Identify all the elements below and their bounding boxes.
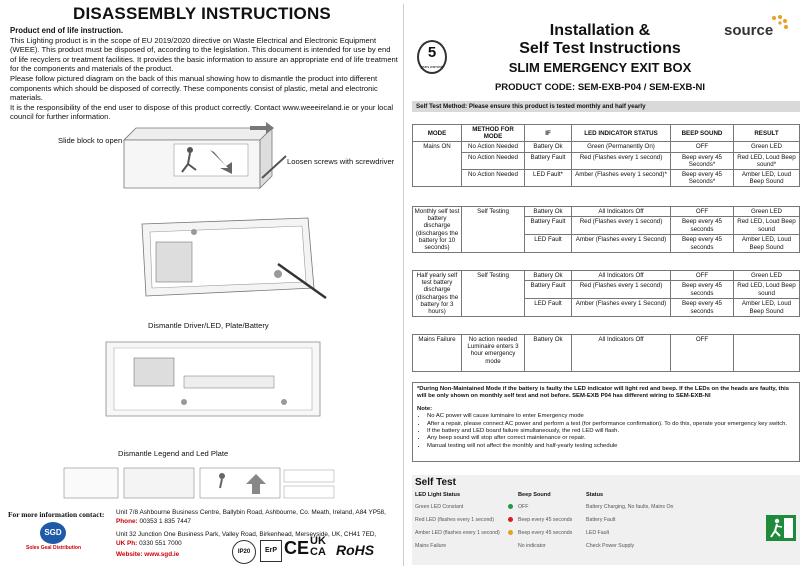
cell: Beep every 45 seconds — [671, 235, 734, 253]
st-status-3: Check Power Supply — [586, 543, 635, 549]
list-item: • After a repair, please connect AC power and perform a test (for performance confirmation). To do this, operate your emergency key switch. — [427, 421, 795, 428]
rohs-mark: RoHS — [336, 542, 375, 558]
list-item: • No AC power will cause luminaire to enter Emergency mode — [427, 413, 795, 420]
cell: Green (Permanently On) — [572, 142, 671, 152]
st-header-led: LED Light Status — [415, 492, 461, 498]
cell: Battery Ok — [525, 335, 572, 372]
cell: Amber LED, Loud Beep Sound — [734, 299, 800, 317]
mode-cell: Mains ON — [413, 142, 462, 187]
title-installation: Installation & — [549, 22, 651, 39]
legend-plate-figure — [60, 464, 340, 504]
note-box — [412, 382, 800, 462]
cell: LED Fault* — [525, 170, 572, 187]
green-dot-icon — [508, 504, 513, 509]
cell: Beep every 45 seconds — [671, 217, 734, 235]
cell: LED Fault — [525, 235, 572, 253]
warranty-text: years warranty — [420, 65, 444, 69]
address-ireland: Unit 7/8 Ashbourne Business Centre, Ballybin Road, Ashbourne, Co. Meath, Ireland, A84 YP58, — [116, 509, 386, 516]
label-dismantle-driver: Dismantle Driver/LED, Plate/Battery — [148, 321, 269, 330]
cell: Red (Flashes every 1 second) — [572, 281, 671, 299]
open-box-figure — [128, 212, 328, 308]
cell: Amber LED, Loud Beep Sound — [734, 170, 800, 187]
header-led-status: LED INDICATOR STATUS — [572, 125, 671, 142]
cell: Beep every 45 seconds — [671, 281, 734, 299]
table-row — [413, 170, 800, 187]
cell: Green LED — [734, 142, 800, 152]
label-dismantle-legend: Dismantle Legend and Led Plate — [118, 449, 229, 458]
cell: Amber (Flashes every 1 Second) — [572, 235, 671, 253]
phone-number[interactable]: 00353 1 835 7447 — [139, 518, 191, 526]
uk-phone-number[interactable]: 0330 551 7000 — [139, 539, 182, 547]
cell: Battery Ok — [525, 142, 572, 152]
cell: OFF — [671, 207, 734, 217]
st-status-0: Battery Charging, No faults, Mains On — [586, 504, 674, 510]
mode-cell: Mains Failure — [413, 335, 462, 372]
phone-label: Phone: — [116, 518, 138, 526]
table-row — [413, 142, 800, 152]
exploded-driver-figure — [104, 336, 324, 420]
note-title: Note: — [417, 405, 433, 412]
contact-title: For more information contact: — [8, 510, 105, 519]
sgd-subtitle: Soles Geal Distribution — [26, 545, 82, 551]
exit-box-figure — [110, 118, 280, 196]
table-row — [413, 335, 800, 372]
self-test-title: Self Test — [415, 477, 456, 488]
header-beep: BEEP SOUND — [671, 125, 734, 142]
list-item: • Manual testing will not affect the monthly and half-yearly testing schedule — [427, 443, 795, 450]
st-beep-1: Beep every 45 seconds — [518, 517, 573, 523]
st-led-0: Green LED Constant — [415, 504, 464, 510]
cell: Battery Fault — [525, 281, 572, 299]
label-slide-block: Slide block to open — [58, 136, 123, 145]
page-divider — [403, 4, 404, 566]
method-bar: Self Test Method: Please ensure this product is tested monthly and half yearly — [412, 101, 800, 112]
sgd-logo: SGD — [40, 522, 66, 544]
st-status-1: Battery Fault — [586, 517, 616, 523]
cell: No Action Needed — [462, 170, 525, 187]
cell: Battery Fault — [525, 217, 572, 235]
disassembly-title: DISASSEMBLY INSTRUCTIONS — [73, 4, 331, 23]
warranty-badge — [417, 40, 447, 74]
title-product: SLIM EMERGENCY EXIT BOX — [508, 60, 692, 75]
st-led-2: Amber LED (flashes every 1 second) — [415, 530, 500, 536]
ip20-badge: IP20 — [232, 540, 256, 564]
cell: No Action Needed — [462, 142, 525, 152]
cell: Green LED — [734, 271, 800, 281]
cell: Red LED, Loud Beep sound — [734, 281, 800, 299]
note-bold: *During Non-Maintained Mode if the battery is faulty the LED indicator will light red and beep. If the LEDs on the heads are faulty, this will be only shown on monthly self test and not before. SEM-EXB P04 has different wiring to SEM-EXB-NI — [417, 386, 790, 400]
product-code: PRODUCT CODE: SEM-EXB-P04 / SEM-EXB-NI — [494, 82, 706, 93]
header-method: METHOD FOR MODE — [462, 125, 525, 142]
screwdriver-icon — [260, 152, 290, 182]
st-beep-3: No indicator — [518, 543, 546, 549]
product-end-title: Product end of life instruction. — [10, 26, 124, 35]
mode-cell: Monthly self test battery discharge (discharges the battery for 10 seconds) — [413, 207, 462, 253]
cell: Beep every 45 seconds — [671, 299, 734, 317]
ce-mark: CE — [284, 538, 310, 558]
cell: No Action Needed — [462, 152, 525, 169]
cell — [734, 335, 800, 372]
halfyearly-table — [412, 270, 800, 317]
cell: All Indicators Off — [572, 271, 671, 281]
header-result: RESULT — [734, 125, 800, 142]
amber-dot-icon — [508, 530, 513, 535]
product-end-section — [10, 26, 398, 122]
st-led-1: Red LED (flashes every 1 second) — [415, 517, 495, 523]
website-link[interactable]: www.sgd.ie — [144, 551, 180, 559]
website-label: Website: — [116, 551, 143, 559]
method-cell: Self Testing — [462, 207, 525, 253]
red-dot-icon — [508, 517, 513, 522]
brand-dots-icon — [768, 14, 790, 36]
st-led-3: Mains Failure — [415, 543, 447, 549]
uk-phone-label: UK Ph: — [116, 539, 138, 547]
cell: OFF — [671, 335, 734, 372]
table-row — [413, 152, 800, 169]
table-row — [413, 271, 800, 281]
cell: Green LED — [734, 207, 800, 217]
st-status-2: LED Fault — [586, 530, 610, 536]
list-item: • If the battery and LED board failure simultaneously, the red LED will flash. — [427, 428, 795, 435]
cell: Red (Flashes every 1 second) — [572, 217, 671, 235]
cell: OFF — [671, 271, 734, 281]
cell: Battery Ok — [525, 271, 572, 281]
self-test-box — [412, 475, 800, 565]
st-header-beep: Beep Sound — [518, 492, 551, 498]
paragraph-weee: This Lighting product is in the scope of EU 2019/2020 directive on Waste Electrical and Electronic Equipment (WEEE). This product must be disposed of, according to the legislation. This document is intended for use by end of life recyclers or treatment facilities. It provides the basic information to assure an appropriate end of life treatment for the components and materials of the product. — [10, 35, 398, 74]
brand-logo: source — [724, 22, 774, 39]
mains-failure-table — [412, 334, 800, 372]
cell: Red LED, Loud Beep sound* — [734, 152, 800, 169]
st-beep-2: Beep every 45 seconds — [518, 530, 573, 536]
cell: All Indicators Off — [572, 335, 671, 372]
method-cell: No action needed Luminaire enters 3 hour emergency mode — [462, 335, 525, 372]
title-self-test: Self Test Instructions — [519, 40, 681, 57]
cell: OFF — [671, 142, 734, 152]
paragraph-diagram: Please follow pictured diagram on the back of this manual showing how to dismantle the product into different components which should be disposed of correctly. These components consist of plastic, metal and electronic materials. — [10, 73, 378, 103]
header-mode: MODE — [413, 125, 462, 142]
cell: Battery Fault — [525, 152, 572, 169]
ukca-mark: UK CA — [310, 535, 326, 558]
cell: Red (Flashes every 1 second) — [572, 152, 671, 169]
cell: Amber (Flashes every 1 second)* — [572, 170, 671, 187]
erp-badge: ErP — [260, 540, 282, 562]
address-uk: Unit 32 Junction One Business Park, Valley Road, Birkenhead, Merseyside, UK, CH41 7ED, — [116, 530, 377, 538]
label-loosen-screws: Loosen screws with screwdriver — [287, 157, 395, 166]
table-row — [413, 207, 800, 217]
cell: Battery Ok — [525, 207, 572, 217]
cell: Beep every 45 Seconds* — [671, 152, 734, 169]
list-item: • Any beep sound will stop after correct maintenance or repair. — [427, 435, 795, 442]
cell: Amber (Flashes every 1 Second) — [572, 299, 671, 317]
mains-on-table — [412, 124, 800, 187]
paragraph-responsibility: It is the responsibility of the end user to dispose of this product correctly. Contact www.weeeireland.ie or your local council for further information. — [10, 102, 394, 122]
mode-cell: Half yearly self test battery discharge (discharges the battery for 3 hours) — [413, 271, 462, 317]
cell: LED Fault — [525, 299, 572, 317]
cell: All Indicators Off — [572, 207, 671, 217]
cell: Red LED, Loud Beep sound — [734, 217, 800, 235]
st-beep-0: OFF — [518, 504, 529, 510]
cell: Amber LED, Loud Beep Sound — [734, 235, 800, 253]
cell: Beep every 45 Seconds* — [671, 170, 734, 187]
st-header-status: Status — [586, 492, 604, 498]
warranty-years: 5 — [427, 44, 437, 61]
running-man-exit-icon — [766, 515, 796, 541]
method-cell: Self Testing — [462, 271, 525, 317]
monthly-table — [412, 206, 800, 253]
header-if: IF — [525, 125, 572, 142]
note-list — [417, 413, 795, 450]
